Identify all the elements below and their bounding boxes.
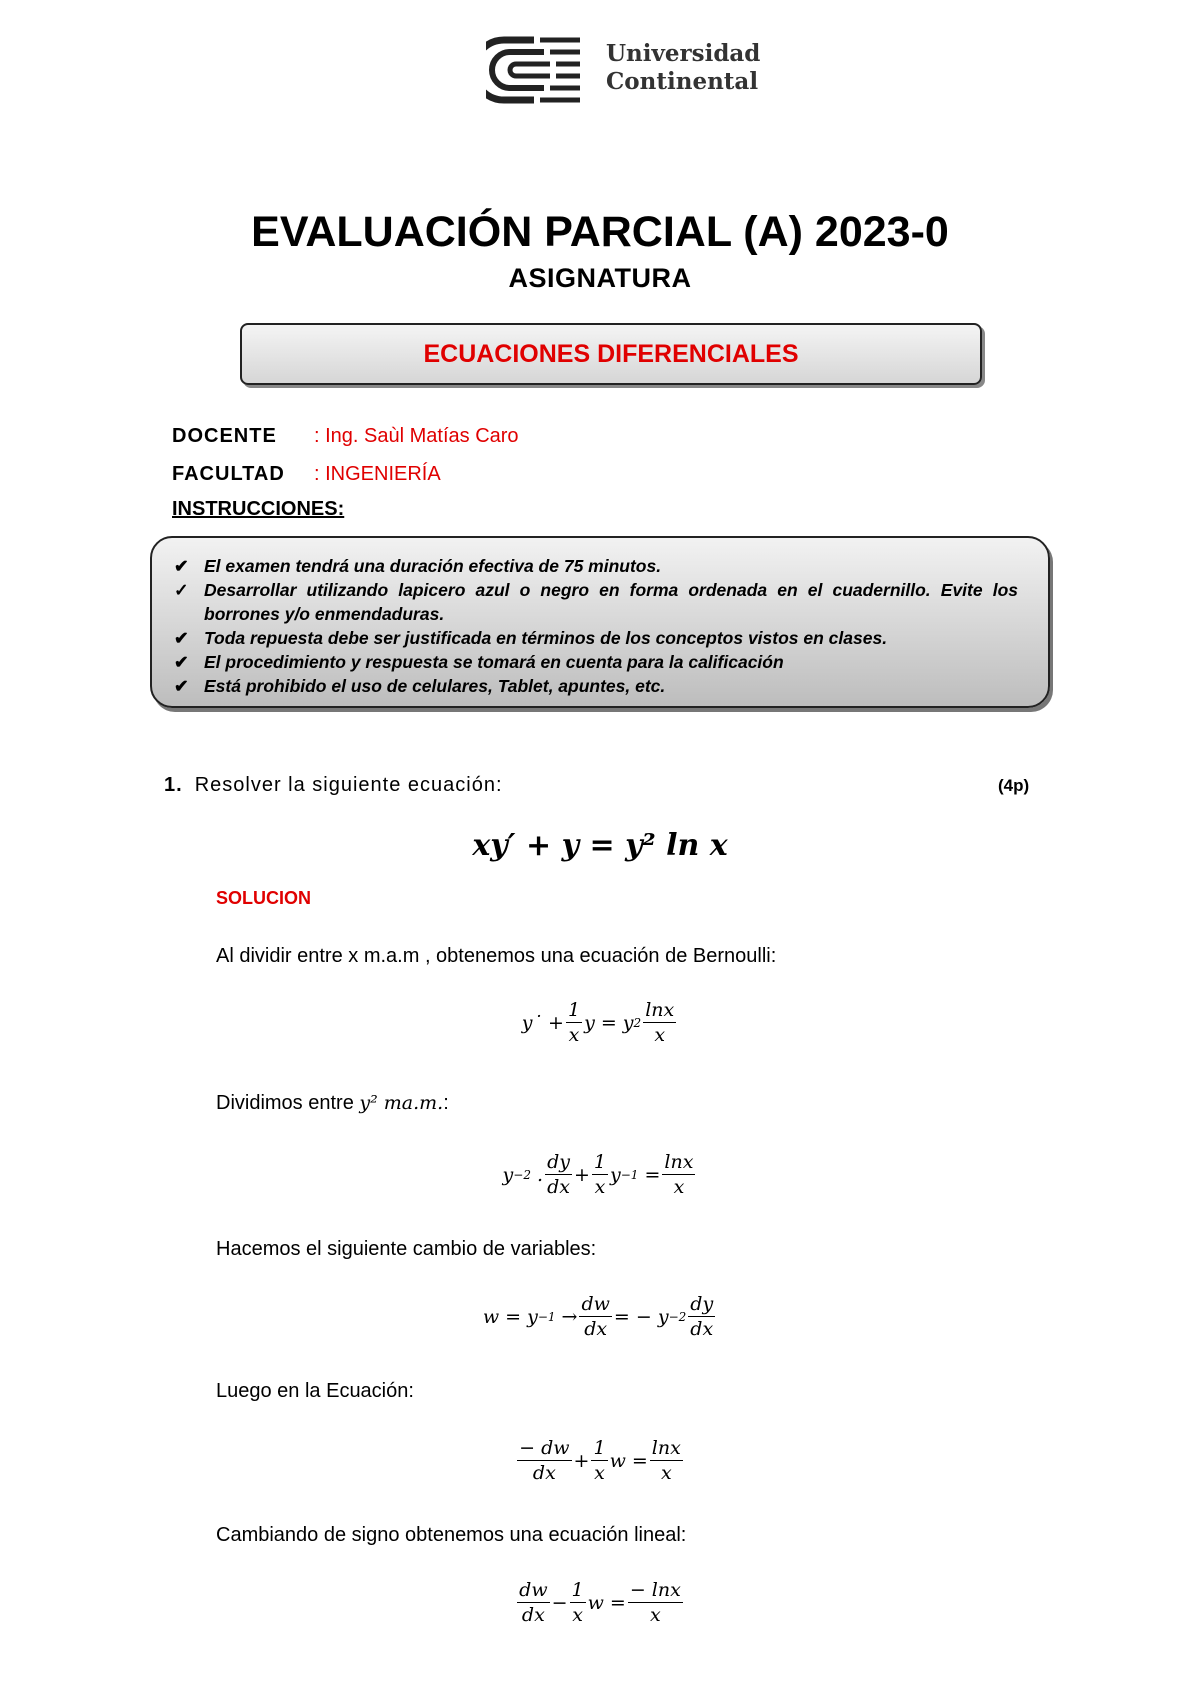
instruction-item: ✔ Toda repuesta debe ser justificada en términos de los conceptos vistos en clases. xyxy=(174,628,888,648)
equation-in-w: $\frac{- dw}{dx}$ + $\frac{1}{x}$ w = $\frac{\ln x}{x}$ xyxy=(519,1437,681,1484)
equation-substitution: w = y −1 → $\frac{dw}{dx}$ = − y −2 $\frac{dy}{dx}$ xyxy=(482,1293,714,1340)
check-icon: ✔ xyxy=(174,628,189,648)
solution-label: SOLUCION xyxy=(216,888,312,908)
facultad-row xyxy=(172,461,441,487)
facultad-label: FACULTAD xyxy=(172,463,285,485)
solution-step-1: Al dividir entre x m.a.m , obtenemos una ecuación de Bernoulli: xyxy=(216,945,777,967)
check-icon: ✓ xyxy=(174,580,189,600)
instructions-label: INSTRUCCIONES: xyxy=(172,498,345,520)
instruction-item: ✔ Está prohibido el uso de celulares, Tablet, apuntes, etc. xyxy=(174,676,666,696)
docente-label: DOCENTE xyxy=(172,425,277,447)
equation-divided: y −2 . $\frac{dy}{dx}$ + $\frac{1}{x}$ y −1 = $\frac{\ln x}{x}$ xyxy=(502,1151,694,1198)
question-points: (4p) xyxy=(998,776,1030,795)
subject-heading: ASIGNATURA xyxy=(508,263,692,293)
instruction-item: ✔ El procedimiento y respuesta se tomará en cuenta para la calificación xyxy=(174,652,784,672)
solution-step-4: Luego en la Ecuación: xyxy=(216,1380,414,1402)
question-equation: xy′ + y = y² ln x xyxy=(472,828,728,863)
instructions-list xyxy=(174,554,1018,698)
equation-bernoulli: y ˙ + $\frac{1}{x}$ y = y 2 $\frac{\ln x}{x}$ xyxy=(521,999,675,1046)
equation-linear: $\frac{dw}{dx}$ − $\frac{1}{x}$ w = $\frac{- \ln x}{x}$ xyxy=(519,1579,681,1626)
check-icon: ✔ xyxy=(174,676,189,696)
question-text: Resolver la siguiente ecuación: xyxy=(194,774,503,796)
instruction-item: ✔ El examen tendrá una duración efectiva de 75 minutos. xyxy=(174,556,662,576)
university-logo xyxy=(486,36,761,104)
solution-step-3: Hacemos el siguiente cambio de variables: xyxy=(216,1238,597,1260)
question-number: 1. xyxy=(164,774,183,796)
logo-wordmark: Universidad Continental xyxy=(606,40,761,95)
facultad-value: : INGENIERÍA xyxy=(314,463,441,485)
solution-step-5: Cambiando de signo obtenemos una ecuación lineal: xyxy=(216,1524,687,1546)
instructions-box xyxy=(150,536,1050,708)
instruction-item: ✓ Desarrollar utilizando lapicero azul o negro en forma ordenada en el cuadernillo. Evite los borrones y/o enmendaduras. xyxy=(174,580,1018,624)
course-name-box: ECUACIONES DIFERENCIALES xyxy=(240,323,982,385)
check-icon: ✔ xyxy=(174,556,189,576)
docente-value: : Ing. Saùl Matías Caro xyxy=(314,425,519,447)
question-1 xyxy=(164,774,503,797)
exam-title: EVALUACIÓN PARCIAL (A) 2023-0 xyxy=(251,208,949,256)
solution-step-2: Dividimos entre y² ma.m.: xyxy=(216,1092,449,1114)
logo-mark-icon xyxy=(486,36,586,104)
check-icon: ✔ xyxy=(174,652,189,672)
docente-row xyxy=(172,423,519,449)
